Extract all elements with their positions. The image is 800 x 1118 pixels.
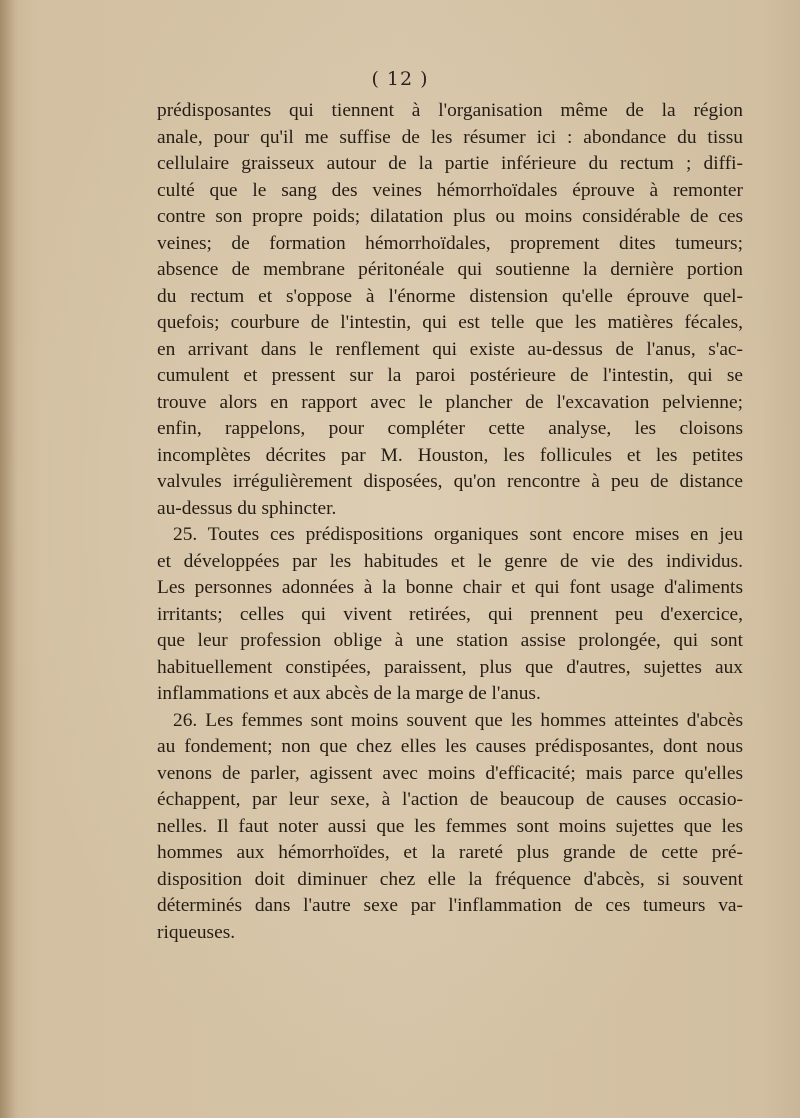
text-line: anale, pour qu'il me suffise de les résumer ici : abondance du tissu [157, 126, 743, 148]
text-line: déterminés dans l'autre sexe par l'inflammation de ces tumeurs va- [157, 895, 743, 916]
text-line: incomplètes décrites par M. Houston, les follicules et les petites [157, 444, 743, 466]
text-line: riqueuses. [157, 921, 236, 943]
text-line: hommes aux hémorrhoïdes, et la rareté plus grande de cette pré- [157, 842, 743, 863]
text-line: 25. Toutes ces prédispositions organiques sont encore mises en jeu [173, 524, 743, 545]
text-line: irritants; celles qui vivent retirées, qui prennent peu d'exercice, [157, 603, 743, 625]
page-number: ( 12 ) [371, 68, 429, 90]
body-text [157, 98, 743, 946]
text-line: 26. Les femmes sont moins souvent que les hommes atteintes d'abcès [173, 709, 743, 731]
text-line: au fondement; non que chez elles les causes prédisposantes, dont nous [157, 736, 743, 757]
text-line: culté que le sang des veines hémorrhoïdales éprouve à remonter [157, 179, 743, 201]
text-line: Les personnes adonnées à la bonne chair et qui font usage d'aliments [157, 577, 743, 598]
text-line: absence de membrane péritonéale qui soutienne la dernière portion [157, 259, 743, 280]
text-line: veines; de formation hémorrhoïdales, proprement dites tumeurs; [157, 232, 743, 254]
text-line: cumulent et pressent sur la paroi postérieure de l'intestin, qui se [157, 365, 743, 386]
text-line: cellulaire graisseux autour de la partie inférieure du rectum ; diffi- [157, 153, 743, 174]
text-line: prédisposantes qui tiennent à l'organisation même de la région [157, 100, 743, 121]
text-line: inflammations et aux abcès de la marge de l'anus. [157, 683, 541, 704]
text-line: que leur profession oblige à une station assise prolongée, qui sont [157, 630, 743, 651]
text-line: valvules irrégulièrement disposées, qu'on rencontre à peu de distance [157, 471, 743, 492]
text-line: venons de parler, agissent avec moins d'efficacité; mais parce qu'elles [157, 762, 743, 784]
text-line: quefois; courbure de l'intestin, qui est telle que les matières fécales, [157, 312, 743, 333]
text-line: en arrivant dans le renflement qui existe au-dessus de l'anus, s'ac- [157, 338, 743, 360]
text-line: du rectum et s'oppose à l'énorme distension qu'elle éprouve quel- [157, 285, 743, 307]
text-line: enfin, rappelons, pour compléter cette analyse, les cloisons [157, 418, 743, 439]
text-line: trouve alors en rapport avec le plancher de l'excavation pelvienne; [157, 391, 743, 413]
text-line: nelles. Il faut noter aussi que les femmes sont moins sujettes que les [157, 815, 743, 837]
page-gutter-shadow [0, 0, 18, 1118]
text-line: disposition doit diminuer chez elle la fréquence d'abcès, si souvent [157, 868, 743, 890]
text-line: échappent, par leur sexe, à l'action de beaucoup de causes occasio- [157, 789, 743, 810]
text-line: contre son propre poids; dilatation plus ou moins considérable de ces [157, 206, 743, 227]
text-line: et développées par les habitudes et le genre de vie des individus. [157, 550, 743, 572]
text-line: habituellement constipées, paraissent, plus que d'autres, sujettes aux [157, 656, 743, 678]
text-line: au-dessus du sphincter. [157, 497, 337, 519]
